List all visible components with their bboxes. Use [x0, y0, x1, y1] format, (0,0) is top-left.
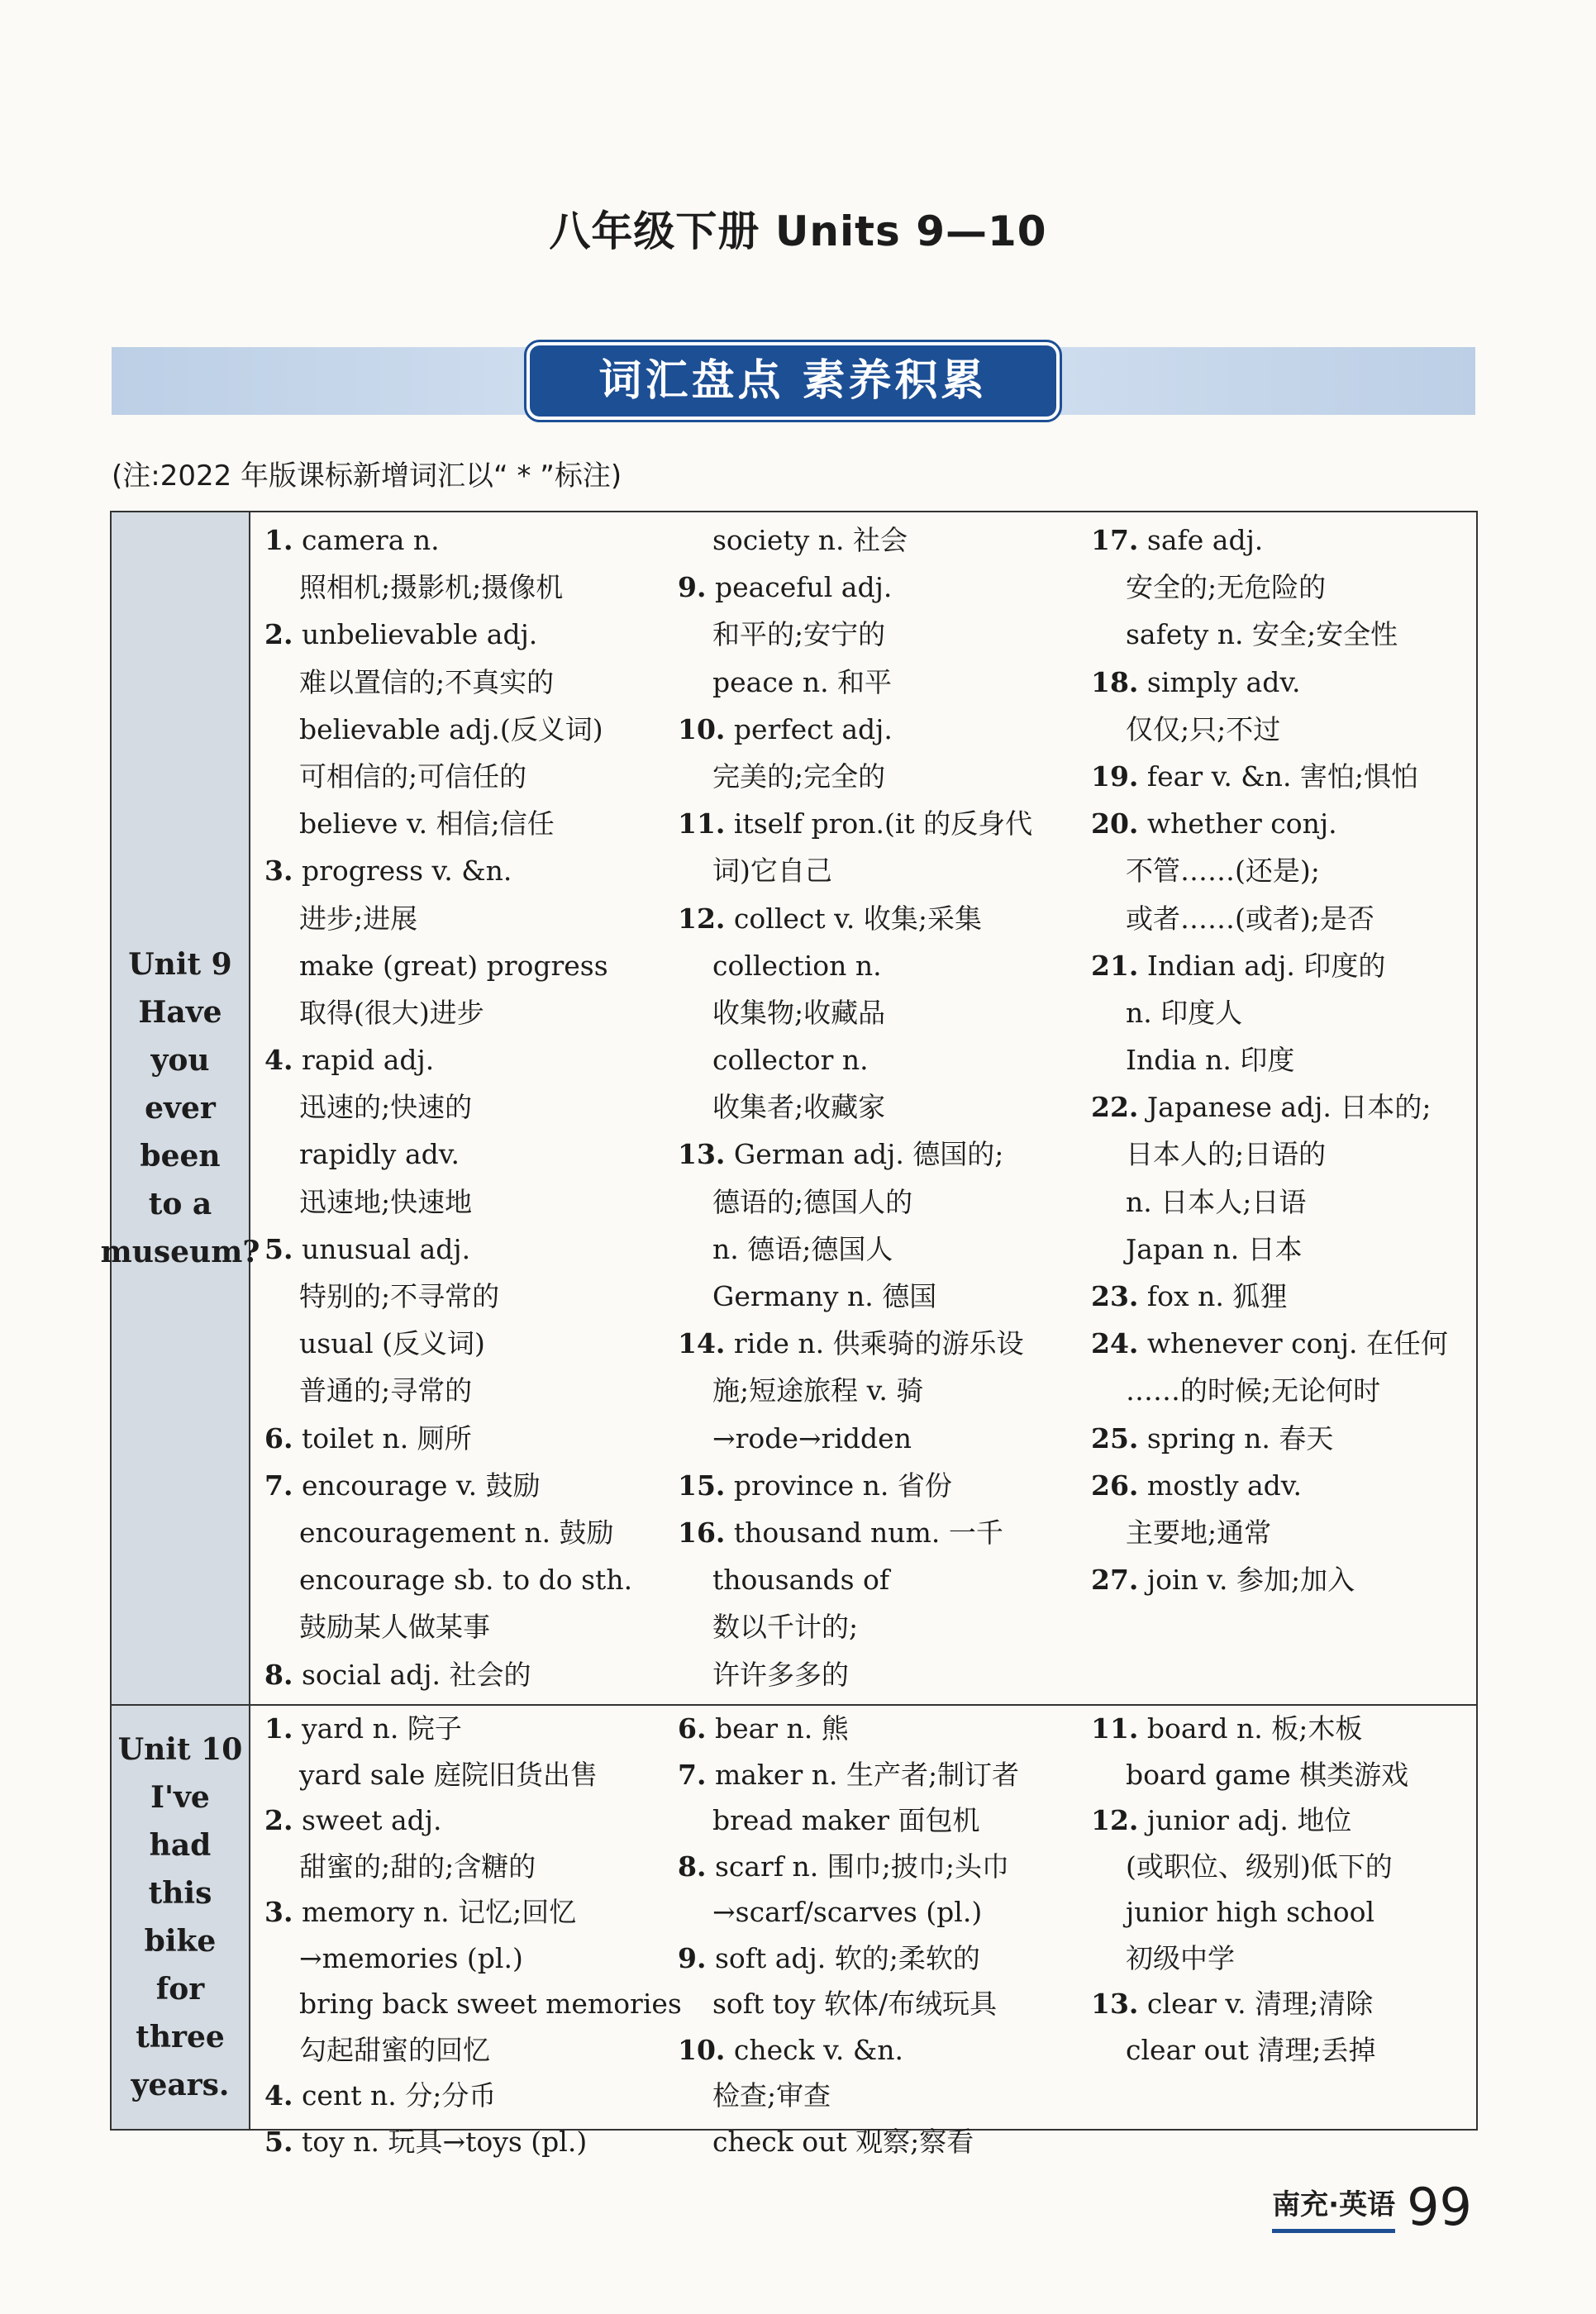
- entry-text: 主要地;通常: [1126, 1516, 1272, 1549]
- entry-number: 26.: [1091, 1469, 1139, 1502]
- vocab-line: [264, 1367, 632, 1414]
- entry-text: 特别的;不寻常的: [299, 1280, 500, 1312]
- entry-text: join v. 参加;加入: [1146, 1564, 1355, 1597]
- entry-text: 检查;审查: [712, 2079, 831, 2112]
- vocab-line: [1091, 1178, 1448, 1226]
- vocab-line: [264, 611, 632, 658]
- vocab-column: [1091, 1706, 1408, 2073]
- unit-title-line: Have: [138, 995, 222, 1030]
- vocab-line: [264, 1752, 682, 1798]
- entry-number: 10.: [678, 712, 726, 745]
- entry-number: 15.: [678, 1469, 726, 1502]
- vocab-line: [264, 1273, 632, 1320]
- vocab-line: [264, 2073, 682, 2119]
- entry-number: 16.: [678, 1516, 726, 1549]
- vocab-line: [678, 1083, 1032, 1131]
- entry-text: make (great) progress: [299, 949, 608, 982]
- vocab-line: [1091, 1844, 1408, 1890]
- entry-text: collector n.: [712, 1044, 869, 1077]
- entry-text: bear n. 熊: [714, 1712, 849, 1745]
- section-banner: [112, 347, 1475, 415]
- entry-number: 3.: [264, 855, 293, 888]
- entry-text: bread maker 面包机: [712, 1804, 980, 1836]
- entry-number: 5.: [264, 2125, 293, 2158]
- vocab-line: [1091, 1083, 1448, 1131]
- vocab-line: [264, 1844, 682, 1890]
- vocab-line: [678, 1320, 1032, 1367]
- entry-number: 10.: [678, 2033, 726, 2066]
- unit-title: [118, 1726, 243, 2109]
- vocab-line: [678, 1752, 1019, 1798]
- entry-text: simply adv.: [1146, 665, 1301, 698]
- entry-text: spring n. 春天: [1146, 1421, 1334, 1455]
- entry-text: itself pron.(it 的反身代: [733, 807, 1033, 840]
- entry-text: 鼓励某人做某事: [299, 1611, 490, 1644]
- vocab-line: [678, 1273, 1032, 1320]
- entry-number: 24.: [1091, 1327, 1139, 1360]
- entry-number: 2.: [264, 618, 293, 651]
- entry-text: toilet n. 厕所: [301, 1421, 472, 1455]
- vocab-line: [678, 989, 1032, 1036]
- vocab-line: [1091, 611, 1448, 658]
- unit-title-line: ever: [145, 1091, 216, 1126]
- vocab-line: [264, 1797, 682, 1844]
- vocab-line: [264, 1556, 632, 1603]
- entry-number: 13.: [1091, 1988, 1139, 2020]
- entry-text: →memories (pl.): [299, 1941, 523, 1974]
- entry-text: 安全的;无危险的: [1126, 571, 1327, 604]
- entry-text: unusual adj.: [301, 1232, 471, 1265]
- entry-text: check v. &n.: [733, 2033, 903, 2066]
- entry-text: thousands of: [712, 1564, 890, 1597]
- entry-text: collect v. 收集;采集: [733, 902, 982, 935]
- vocab-line: [264, 2027, 682, 2074]
- entry-text: 德语的;德国人的: [712, 1185, 913, 1218]
- vocab-line: [1091, 1036, 1448, 1083]
- entry-number: 1.: [264, 1712, 293, 1745]
- entry-text: unbelievable adj.: [301, 618, 538, 651]
- unit-title-line: this: [148, 1876, 212, 1911]
- entry-text: ……的时候;无论何时: [1126, 1374, 1381, 1407]
- entry-text: 收集物;收藏品: [712, 996, 886, 1029]
- vocab-line: [678, 1889, 1019, 1935]
- vocab-line: [678, 706, 1032, 753]
- vocab-line: [264, 1083, 632, 1131]
- entry-number: 18.: [1091, 665, 1139, 698]
- vocab-line: [1091, 1462, 1448, 1509]
- unit-title-cell: [112, 1706, 250, 2129]
- entry-text: yard n. 院子: [301, 1712, 462, 1745]
- entry-text: encouragement n. 鼓励: [299, 1516, 614, 1549]
- vocab-line: [678, 1509, 1032, 1556]
- entry-number: 17.: [1091, 524, 1139, 556]
- entry-text: 照相机;摄影机;摄像机: [299, 571, 564, 604]
- entry-text: 难以置信的;不真实的: [299, 665, 555, 698]
- entry-text: 完美的;完全的: [712, 759, 886, 793]
- entry-number: 23.: [1091, 1280, 1139, 1312]
- entry-number: 11.: [678, 807, 726, 840]
- vocab-line: [1091, 564, 1448, 611]
- vocab-line: [264, 659, 632, 706]
- entry-text: 数以千计的;: [712, 1611, 859, 1644]
- entry-text: board game 棋类游戏: [1126, 1758, 1409, 1791]
- vocab-line: [1091, 2027, 1408, 2074]
- entry-text: encourage sb. to do sth.: [299, 1564, 633, 1597]
- vocab-column: [264, 517, 632, 1698]
- vocab-line: [264, 989, 632, 1036]
- entry-number: 19.: [1091, 759, 1139, 793]
- entry-text: whether conj.: [1146, 807, 1337, 840]
- entry-number: 25.: [1091, 1421, 1139, 1455]
- entry-number: 2.: [264, 1804, 293, 1836]
- entry-text: 和平的;安宁的: [712, 618, 886, 651]
- vocab-line: [264, 1651, 632, 1698]
- entry-text: province n. 省份: [733, 1469, 952, 1502]
- vocab-line: [678, 2073, 1019, 2119]
- entry-text: 迅速地;快速地: [299, 1185, 473, 1218]
- entry-number: 1.: [264, 524, 293, 556]
- vocab-line: [1091, 1226, 1448, 1273]
- entry-text: usual (反义词): [299, 1327, 485, 1360]
- section-banner-title: 词汇盘点 素养积累: [526, 342, 1060, 420]
- vocab-line: [264, 1178, 632, 1226]
- entry-text: mostly adv.: [1146, 1469, 1302, 1502]
- vocab-line: [678, 1178, 1032, 1226]
- vocab-line: [1091, 1797, 1408, 1844]
- entry-text: Japanese adj. 日本的;: [1146, 1091, 1432, 1124]
- vocab-column: [1091, 517, 1448, 1603]
- entry-number: 14.: [678, 1327, 726, 1360]
- vocab-line: [264, 1935, 682, 1982]
- entry-text: ride n. 供乘骑的游乐设: [733, 1327, 1024, 1360]
- unit-title-line: had: [149, 1828, 212, 1863]
- entry-text: believe v. 相信;信任: [299, 807, 555, 840]
- footer-subject: 南充·英语: [1272, 2182, 1395, 2233]
- entry-text: clear v. 清理;清除: [1146, 1988, 1374, 2020]
- vocab-line: [678, 517, 1032, 564]
- vocab-line: [264, 1603, 632, 1650]
- entry-text: board n. 板;木板: [1146, 1712, 1363, 1745]
- entry-number: 7.: [264, 1469, 293, 1502]
- vocab-line: [1091, 1935, 1408, 1982]
- entry-number: 6.: [678, 1712, 707, 1745]
- vocab-line: [264, 2119, 682, 2165]
- vocab-line: [678, 1226, 1032, 1273]
- entry-text: →scarf/scarves (pl.): [712, 1896, 983, 1928]
- vocab-line: [1091, 517, 1448, 564]
- unit-row: [112, 1706, 1476, 2158]
- entry-number: 8.: [678, 1850, 707, 1883]
- entry-text: peaceful adj.: [714, 571, 893, 604]
- vocab-line: [678, 1131, 1032, 1178]
- entry-text: progress v. &n.: [301, 855, 512, 888]
- entry-text: rapid adj.: [301, 1044, 435, 1077]
- vocab-column: [264, 1706, 682, 2164]
- vocab-line: [678, 1935, 1019, 1982]
- vocab-line: [264, 1320, 632, 1367]
- vocab-line: [678, 1367, 1032, 1414]
- vocab-line: [678, 895, 1032, 942]
- unit-title-line: Unit 9: [128, 947, 232, 982]
- vocab-line: [264, 800, 632, 847]
- entry-text: junior high school: [1126, 1896, 1375, 1928]
- unit-title: [101, 940, 260, 1276]
- vocab-line: [264, 1226, 632, 1273]
- unit-title-line: bike: [144, 1924, 217, 1959]
- entry-number: 27.: [1091, 1564, 1139, 1597]
- vocab-line: [1091, 847, 1448, 894]
- vocab-line: [678, 564, 1032, 611]
- vocab-line: [264, 753, 632, 800]
- entry-text: soft toy 软体/布绒玩具: [712, 1988, 998, 2020]
- vocab-line: [264, 942, 632, 989]
- entry-text: memory n. 记忆;回忆: [301, 1896, 577, 1928]
- vocab-column: [678, 1706, 1019, 2164]
- entry-text: 不管……(还是);: [1126, 855, 1320, 888]
- vocab-line: [1091, 1415, 1448, 1462]
- entry-text: perfect adj.: [733, 712, 893, 745]
- unit-title-line: I've: [150, 1780, 210, 1815]
- vocab-line: [678, 1556, 1032, 1603]
- entry-text: thousand num. 一千: [733, 1516, 1003, 1549]
- entry-text: 词)它自己: [712, 855, 832, 888]
- vocab-line: [678, 800, 1032, 847]
- entry-number: 22.: [1091, 1091, 1139, 1124]
- entry-text: collection n.: [712, 949, 882, 982]
- vocab-line: [678, 847, 1032, 894]
- entry-text: check out 观察;察看: [712, 2125, 974, 2158]
- entry-text: →rode→ridden: [712, 1421, 912, 1455]
- entry-text: cent n. 分;分币: [301, 2079, 497, 2112]
- vocab-line: [678, 1797, 1019, 1844]
- entry-text: 取得(很大)进步: [299, 996, 484, 1029]
- entry-text: 或者……(或者);是否: [1126, 902, 1374, 935]
- entry-text: 可相信的;可信任的: [299, 759, 527, 793]
- vocab-line: [1091, 1556, 1448, 1603]
- vocab-line: [1091, 1131, 1448, 1178]
- entry-number: 5.: [264, 1232, 293, 1265]
- entry-number: 8.: [264, 1658, 293, 1691]
- entry-number: 20.: [1091, 807, 1139, 840]
- entry-text: fox n. 狐狸: [1146, 1280, 1288, 1312]
- entry-number: 11.: [1091, 1712, 1139, 1745]
- entry-text: 普通的;寻常的: [299, 1374, 473, 1407]
- vocab-line: [264, 1415, 632, 1462]
- page-number: 99: [1407, 2177, 1472, 2237]
- vocab-line: [264, 517, 632, 564]
- vocab-line: [678, 942, 1032, 989]
- vocab-line: [264, 1462, 632, 1509]
- entry-number: 4.: [264, 1044, 293, 1077]
- vocab-line: [1091, 800, 1448, 847]
- entry-text: 收集者;收藏家: [712, 1091, 886, 1124]
- entry-text: 甜蜜的;甜的;含糖的: [299, 1850, 536, 1883]
- entry-text: camera n.: [301, 524, 440, 556]
- vocab-line: [678, 1415, 1032, 1462]
- vocab-line: [1091, 1273, 1448, 1320]
- entry-text: junior adj. 地位: [1146, 1804, 1352, 1836]
- vocab-line: [264, 706, 632, 753]
- entry-text: soft adj. 软的;柔软的: [714, 1941, 980, 1974]
- entry-number: 7.: [678, 1758, 707, 1791]
- entry-text: clear out 清理;丢掉: [1126, 2033, 1376, 2066]
- vocab-line: [678, 1844, 1019, 1890]
- vocabulary-table: [100, 511, 1478, 2158]
- note-text: (注:2022 年版课标新增词汇以“ * ”标注): [112, 459, 622, 493]
- vocab-line: [678, 611, 1032, 658]
- entry-text: encourage v. 鼓励: [301, 1469, 541, 1502]
- entry-text: safety n. 安全;安全性: [1126, 618, 1398, 651]
- entry-text: Japan n. 日本: [1126, 1232, 1303, 1265]
- vocab-line: [264, 1131, 632, 1178]
- unit-title-line: three: [136, 2020, 225, 2055]
- unit-title-line: you: [150, 1043, 210, 1078]
- vocab-line: [1091, 942, 1448, 989]
- unit-row: [100, 512, 1476, 1706]
- vocab-line: [1091, 1706, 1408, 1752]
- entry-text: whenever conj. 在任何: [1146, 1327, 1448, 1360]
- entry-text: 勾起甜蜜的回忆: [299, 2033, 490, 2066]
- entry-number: 9.: [678, 1941, 707, 1974]
- vocab-line: [264, 1889, 682, 1935]
- entry-text: yard sale 庭院旧货出售: [299, 1758, 598, 1791]
- entry-text: 进步;进展: [299, 902, 418, 935]
- vocab-line: [678, 1651, 1032, 1698]
- vocab-line: [1091, 989, 1448, 1036]
- entry-number: 6.: [264, 1421, 293, 1455]
- vocab-line: [1091, 1320, 1448, 1367]
- vocab-line: [264, 1509, 632, 1556]
- unit-title-line: museum?: [100, 1235, 260, 1269]
- vocab-line: [678, 1462, 1032, 1509]
- entry-text: society n. 社会: [712, 524, 908, 556]
- vocab-line: [678, 2027, 1019, 2074]
- entry-text: 许许多多的: [712, 1658, 849, 1691]
- entry-text: safe adj.: [1146, 524, 1264, 556]
- entry-text: toy n. 玩具→toys (pl.): [301, 2125, 588, 2158]
- entry-text: maker n. 生产者;制订者: [714, 1758, 1020, 1791]
- entry-text: 初级中学: [1126, 1941, 1235, 1974]
- entry-number: 13.: [678, 1138, 726, 1171]
- entry-text: (或职位、级别)低下的: [1126, 1850, 1393, 1883]
- unit-title-line: Unit 10: [117, 1732, 243, 1767]
- vocab-line: [1091, 659, 1448, 706]
- entry-text: India n. 印度: [1126, 1044, 1295, 1077]
- entry-number: 12.: [1091, 1804, 1139, 1836]
- vocab-line: [678, 1706, 1019, 1752]
- vocab-line: [264, 1706, 682, 1752]
- unit-title-line: years.: [131, 2068, 230, 2102]
- vocab-line: [264, 895, 632, 942]
- vocab-line: [1091, 753, 1448, 800]
- vocab-line: [1091, 895, 1448, 942]
- entry-text: rapidly adv.: [299, 1138, 460, 1171]
- vocab-line: [1091, 1981, 1408, 2027]
- vocab-line: [264, 1036, 632, 1083]
- vocab-line: [1091, 1509, 1448, 1556]
- vocab-line: [264, 564, 632, 611]
- vocab-line: [1091, 1752, 1408, 1798]
- vocab-line: [678, 1036, 1032, 1083]
- vocab-line: [678, 2119, 1019, 2165]
- entry-text: 日本人的;日语的: [1126, 1138, 1327, 1171]
- entry-text: 施;短途旅程 v. 骑: [712, 1374, 924, 1407]
- entry-text: 迅速的;快速的: [299, 1091, 473, 1124]
- entry-text: Indian adj. 印度的: [1146, 949, 1386, 982]
- entry-number: 12.: [678, 902, 726, 935]
- vocab-line: [264, 1981, 682, 2027]
- entry-text: n. 印度人: [1126, 996, 1243, 1029]
- vocab-line: [678, 1603, 1032, 1650]
- entry-number: 4.: [264, 2079, 293, 2112]
- entry-text: German adj. 德国的;: [733, 1138, 1004, 1171]
- entry-text: bring back sweet memories: [299, 1988, 682, 2020]
- vocab-column: [678, 517, 1032, 1698]
- entry-text: believable adj.(反义词): [299, 712, 603, 745]
- entry-text: n. 日本人;日语: [1126, 1185, 1307, 1218]
- vocab-line: [1091, 1367, 1448, 1414]
- unit-title-line: for: [155, 1972, 205, 2007]
- entry-number: 3.: [264, 1896, 293, 1928]
- vocab-line: [264, 847, 632, 894]
- entry-text: n. 德语;德国人: [712, 1232, 893, 1265]
- unit-title-line: to a: [148, 1187, 212, 1221]
- page-title: 八年级下册 Units 9—10: [549, 207, 1047, 255]
- vocab-line: [678, 659, 1032, 706]
- vocab-line: [1091, 1889, 1408, 1935]
- page-footer: [1272, 2177, 1472, 2237]
- entry-number: 21.: [1091, 949, 1139, 982]
- vocab-line: [678, 1981, 1019, 2027]
- unit-title-cell: [100, 512, 260, 1704]
- entry-text: peace n. 和平: [712, 665, 893, 698]
- vocab-line: [1091, 706, 1448, 753]
- vocab-line: [678, 753, 1032, 800]
- entry-text: scarf n. 围巾;披巾;头巾: [714, 1850, 1009, 1883]
- entry-number: 9.: [678, 571, 707, 604]
- entry-text: social adj. 社会的: [301, 1658, 531, 1691]
- entry-text: fear v. &n. 害怕;惧怕: [1146, 759, 1419, 793]
- entry-text: sweet adj.: [301, 1804, 442, 1836]
- entry-text: Germany n. 德国: [712, 1280, 937, 1312]
- entry-text: 仅仅;只;不过: [1126, 712, 1281, 745]
- unit-title-line: been: [140, 1139, 221, 1174]
